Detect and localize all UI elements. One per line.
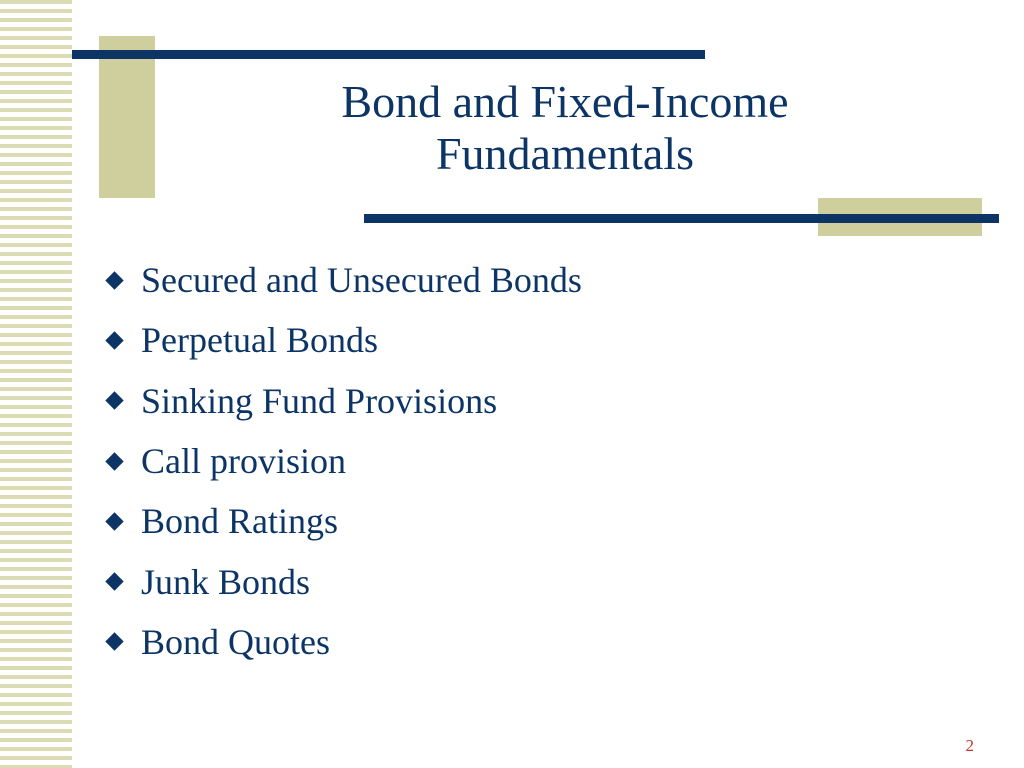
slide-title [230, 76, 900, 180]
diamond-bullet-icon [105, 572, 123, 590]
slide-title-line1: Bond and Fixed-Income [341, 76, 789, 127]
page-number: 2 [965, 736, 974, 755]
accent-line-bottom [364, 214, 999, 223]
diamond-bullet-icon [105, 392, 123, 410]
diamond-bullet-icon [105, 512, 123, 530]
bullet-text: Perpetual Bonds [141, 320, 378, 361]
bullet-text: Bond Ratings [141, 501, 339, 542]
diamond-bullet-icon [105, 633, 123, 651]
bullet-list [106, 250, 582, 672]
bullet-text: Junk Bonds [141, 561, 311, 602]
bullet-text: Secured and Unsecured Bonds [141, 260, 582, 301]
bullet-text: Sinking Fund Provisions [141, 380, 498, 421]
diamond-bullet-icon [105, 271, 123, 289]
bullet-text: Call provision [141, 441, 346, 482]
diamond-bullet-icon [105, 331, 123, 349]
bullet-item [106, 612, 582, 672]
decorative-stripes [0, 0, 72, 768]
bullet-item [106, 551, 582, 611]
bullet-item [106, 310, 582, 370]
accent-line-top [72, 50, 705, 59]
bullet-item [106, 431, 582, 491]
accent-block-top [99, 36, 155, 198]
slide-title-line2: Fundamentals [435, 128, 695, 179]
diamond-bullet-icon [105, 452, 123, 470]
bullet-item [106, 491, 582, 551]
bullet-text: Bond Quotes [141, 621, 330, 662]
bullet-item [106, 250, 582, 310]
bullet-item [106, 371, 582, 431]
